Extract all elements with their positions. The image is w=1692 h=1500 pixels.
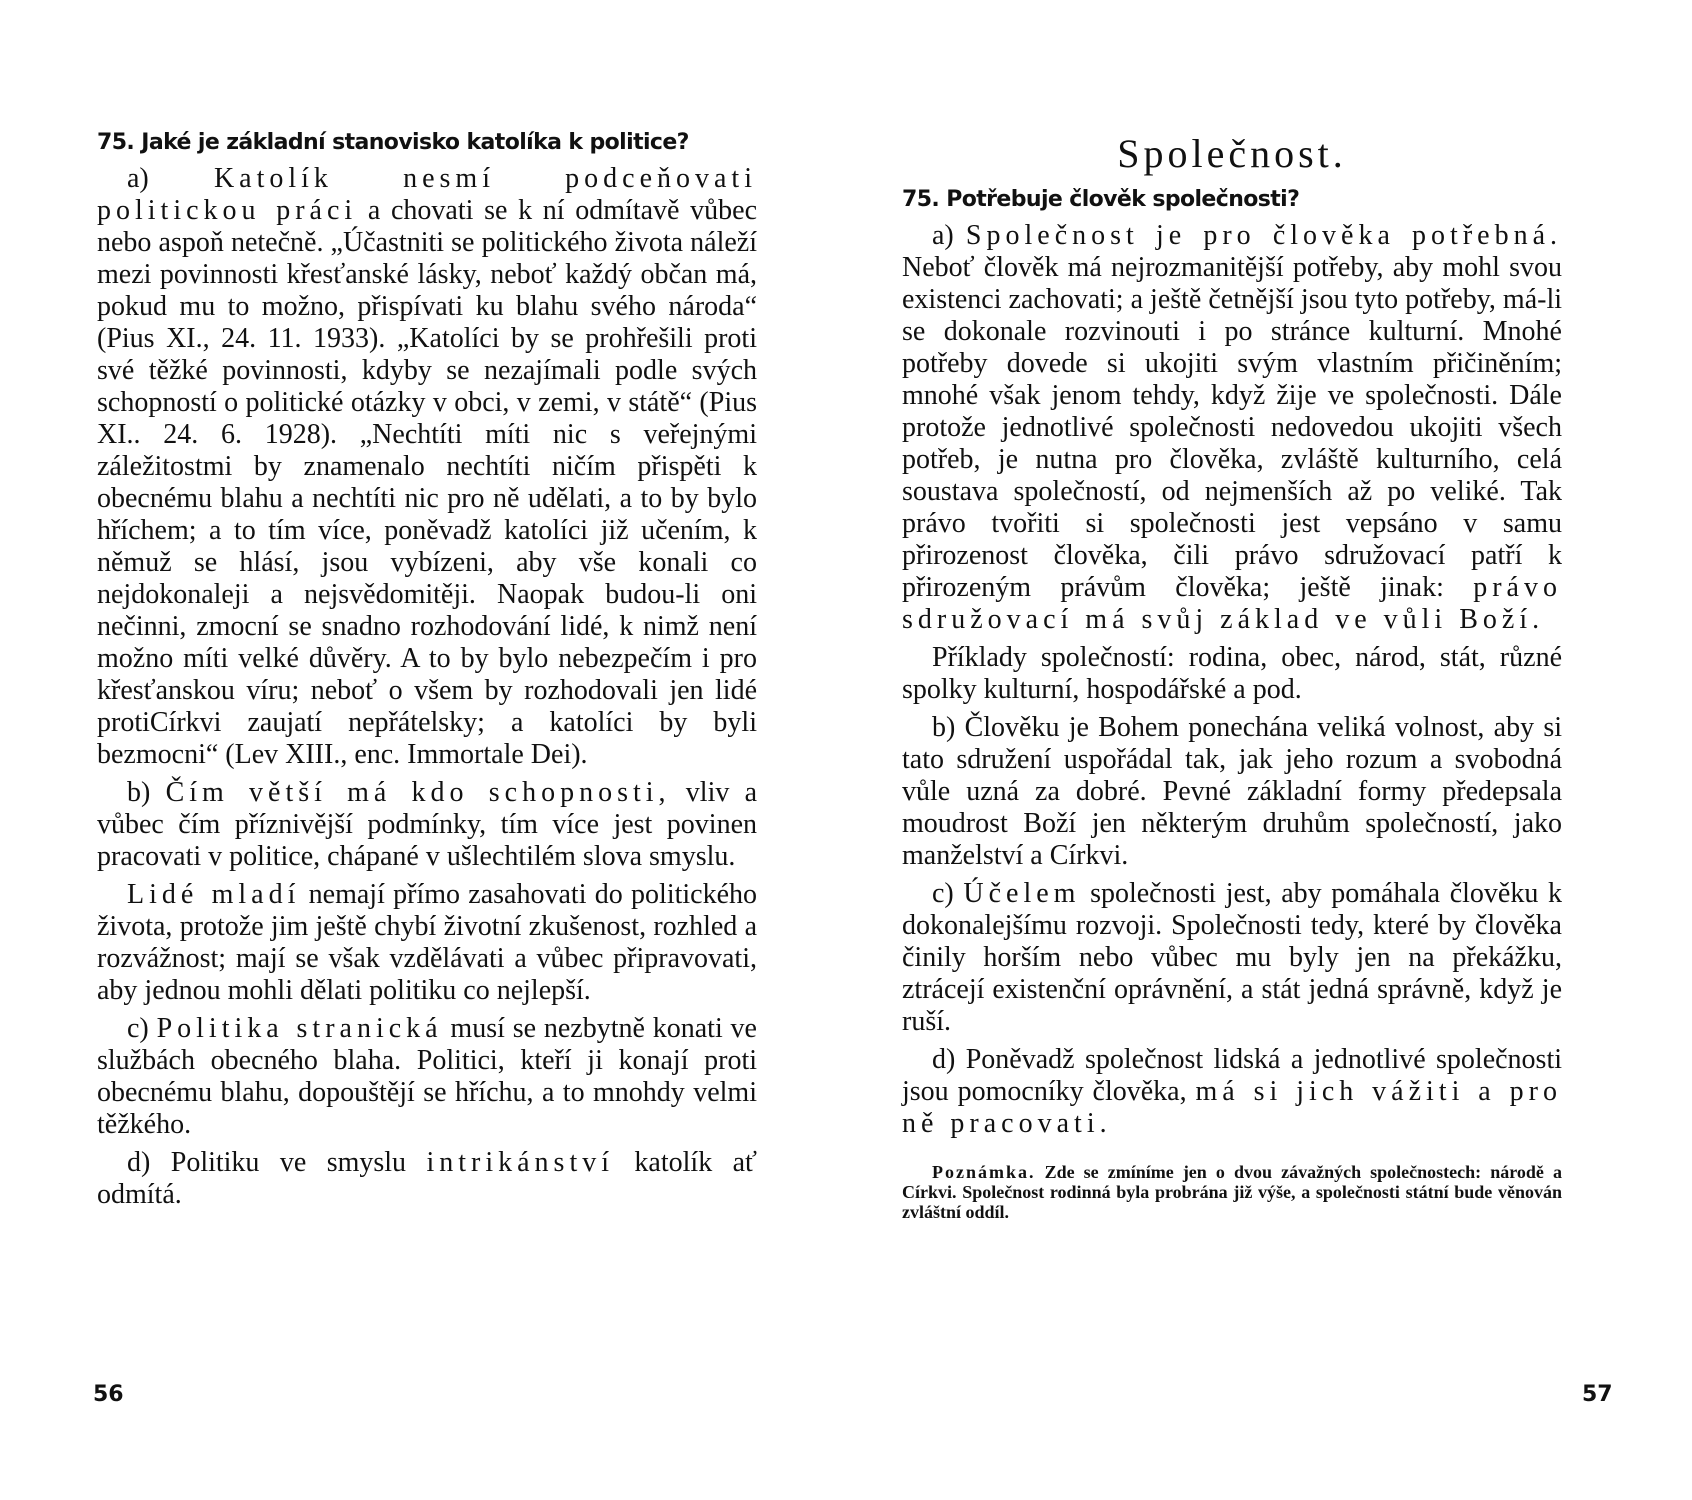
body-text: vliv a vůbec čím příznivější podmínky, tím více jest povinen pracovati v politice, chápané v ušlechtilém slova smyslu. (97, 777, 757, 872)
body-text: b) Člověku je Bohem ponechána veliká volnost, aby si tato sdružení uspořádal tak, jak jeho rozum a svobodná vůle uzná za dobré. Pevné základní formy předepsala moudrost Boží jen některým druhům společností, jako manželství a Církvi. (902, 712, 1562, 871)
section-title: Společnost. (1117, 131, 1347, 176)
page-number: 56 (93, 1382, 124, 1407)
paragraph-label: c) (932, 878, 964, 909)
emphasis-text: Společnost je pro člověka potřebná. (965, 220, 1562, 251)
body-text: společnosti jest, aby pomáhala člověku k dokonalejšímu rozvoji. Společnosti tedy, které by člověka činily horším nebo vůbec mu byly jen na překážku, ztrácejí existenční oprávnění, a stát jedná správně, když je ruší. (902, 878, 1562, 1037)
body-text: Příklady společností: rodina, obec, národ, stát, různé spolky kulturní, hospodářské a pod. (902, 642, 1562, 705)
emphasis-text: právo sdružovací má svůj základ ve vůli Boží. (902, 572, 1562, 635)
emphasis-text: Politika stranická (156, 1013, 443, 1044)
paragraph-label: b) (127, 777, 166, 808)
emphasis-text: intrikánství (426, 1147, 615, 1178)
question-heading: 75. Jaké je základní stanovisko katolíka k politice? (97, 130, 689, 155)
paragraph-d (902, 1044, 1562, 1140)
question-heading: 75. Potřebuje člověk společnosti? (902, 187, 1300, 212)
footnote-text: Zde se zmíníme jen o dvou závažných společnostech: národě a Církvi. Společnost rodinná byla probrána již výše, a společnosti státní bude věnován zvláštní oddíl. (902, 1162, 1562, 1222)
body-text: nemají přímo zasahovati do politického života, protože jim ještě chybí životní zkušenost, rozhled a rozvážnost; mají se však vzdělávati a vůbec připravovati, aby jednou mohli dělati politiku co nejlepší. (97, 879, 758, 1006)
emphasis-text: Čím větší má kdo schopnosti, (165, 777, 671, 808)
emphasis-text: Účelem (963, 878, 1081, 909)
body-text: Neboť člověk má nejrozmanitější potřeby, aby mohl svou existenci zachovati; a ještě četnější jsou tyto potřeby, má-li se dokonale rozvinouti i po stránce kulturní. Mnohé potřeby dovede si ukojiti svým vlastním přičiněním; mnohé však jenom tehdy, když žije ve společnosti. Dále protože jednotlivé společnosti nedovedou ukojiti všech potřeb, je nutna pro člověka, zvláště kulturního, celá soustava společností, od nejmenších až po veliké. Tak právo tvořiti si společnosti jest vepsáno v samu přirozenost člověka, čili právo sdružovací patří k přirozeným právům člověka; ještě jinak: (902, 252, 1562, 603)
paragraph-c (902, 878, 1562, 1038)
paragraph-a (97, 163, 757, 771)
emphasis-text: Katolík nesmí podceňovati politickou práci (97, 163, 757, 226)
paragraph-label: a) (127, 163, 214, 194)
emphasis-text: Lidé mladí (127, 879, 301, 910)
body-text: musí se nezbytně konati ve službách obecného blaha. Politici, kteří ji konají proti obecnému blahu, dopouštějí se hříchu, a to mnohdy velmi těžkého. (97, 1013, 757, 1140)
paragraph-c (97, 1013, 757, 1141)
paragraph-label: a) (932, 220, 966, 251)
paragraph-examples (902, 642, 1562, 706)
body-text: d) Politiku ve smyslu (127, 1147, 427, 1178)
footnote-label: Poznámka. (932, 1162, 1036, 1182)
body-text: katolík ať odmítá. (97, 1147, 758, 1210)
left-text-column (97, 130, 757, 1217)
right-text-column (902, 130, 1562, 1222)
body-text: a chovati se k ní odmítavě vůbec nebo aspoň netečně. „Účastniti se politického života náleží mezi povinnosti křesťanské lásky, neboť každý občan má, pokud mu to možno, přispívati ku blahu svého národa“ (Pius XI., 24. 11. 1933). „Katolíci by se prohřešili proti své těžké povinnosti, kdyby se nezajímali podle svých schopností o politické otázky v obci, v zemi, v státě“ (Pius XI.. 24. 6. 1928). „Nechtíti míti nic s veřejnými záležitostmi by znamenalo nechtíti ničím přispěti k obecnému blahu a nechtíti nic pro ně udělati, a to by bylo hříchem; a to tím více, poněvadž katolíci již učením, k němuž se hlásí, jsou vybízeni, aby vše konali co nejdokonaleji a nejsvědomitěji. Naopak budou-li oni nečinni, zmocní se snadno rozhodování lidé, k nimž není možno míti velké důvěry. A to by bylo nebezpečím i pro křesťanskou víru; neboť o všem by rozhodovali jen lidé protiCírkvi zaujatí nepřátelsky; a katolíci by byli bezmocni“ (Lev XIII., enc. Immortale Dei). (97, 195, 757, 770)
paragraph-young-people (97, 879, 757, 1007)
paragraph-a (902, 220, 1562, 636)
paragraph-b (97, 777, 757, 873)
footnote (902, 1162, 1562, 1222)
page-number: 57 (1582, 1382, 1613, 1407)
body-text: d) Poněvadž společnost lidská a jednotlivé společnosti jsou pomocníky člověka, (902, 1044, 1562, 1107)
emphasis-text: má si jich vážiti a pro ně pracovati. (902, 1076, 1562, 1139)
paragraph-d (97, 1147, 757, 1211)
paragraph-b (902, 712, 1562, 872)
right-page (846, 0, 1692, 1500)
paragraph-label: c) (127, 1013, 157, 1044)
